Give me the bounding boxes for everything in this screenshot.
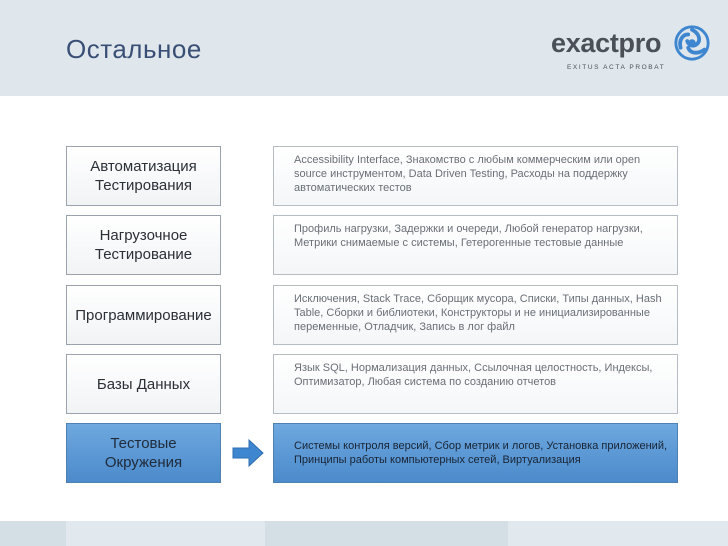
slide-header — [0, 0, 728, 96]
category-box: Базы Данных — [66, 354, 221, 414]
arrow-right-icon — [232, 438, 264, 468]
exactpro-logo — [551, 28, 711, 78]
category-box: Тестовые Окружения — [66, 423, 221, 483]
skill-row-databases — [0, 354, 728, 414]
logo-wordmark: exactpro — [551, 28, 662, 58]
logo-tagline: EXITUS ACTA PROBAT — [567, 64, 666, 71]
slide-title: Остальное — [66, 34, 202, 64]
skill-row-automation — [0, 146, 728, 206]
skill-row-programming — [0, 285, 728, 345]
skill-row-load-testing — [0, 215, 728, 275]
logo-swirl-icon — [673, 24, 711, 62]
footer-band — [0, 521, 66, 546]
description-box: Язык SQL, Нормализация данных, Ссылочная целостность, Индексы, Оптимизатор, Любая система по созданию отчетов — [273, 354, 678, 414]
footer-band — [508, 521, 728, 546]
description-box: Accessibility Interface, Знакомство с любым коммерческим или open source инструментом, Data Driven Testing, Расходы на поддержку автоматических тестов — [273, 146, 678, 206]
footer-band — [66, 521, 265, 546]
category-box: Программирование — [66, 285, 221, 345]
description-box: Профиль нагрузки, Задержки и очереди, Любой генератор нагрузки, Метрики снимаемые с системы, Гетерогенные тестовые данные — [273, 215, 678, 275]
description-box: Исключения, Stack Trace, Сборщик мусора, Списки, Типы данных, Hash Table, Сборки и библиотеки, Конструкторы и не инициализированные переменные, Отладчик, Запись в лог файл — [273, 285, 678, 345]
description-box: Системы контроля версий, Сбор метрик и логов, Установка приложений, Принципы работы компьютерных сетей, Виртуализация — [273, 423, 678, 483]
skill-row-test-environments — [0, 423, 728, 483]
category-box: Нагрузочное Тестирование — [66, 215, 221, 275]
footer-band — [265, 521, 508, 546]
category-box: Автоматизация Тестирования — [66, 146, 221, 206]
